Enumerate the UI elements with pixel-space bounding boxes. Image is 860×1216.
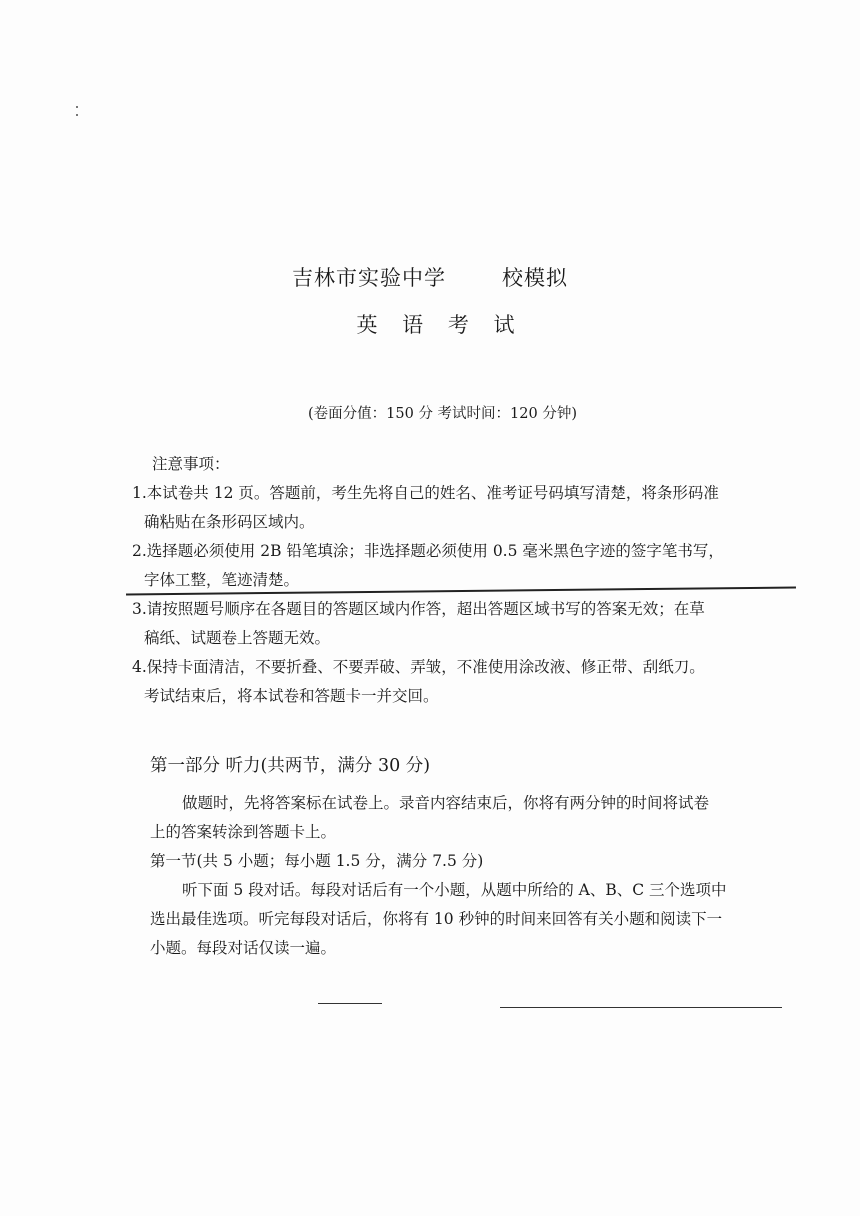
notes-block — [132, 450, 802, 711]
instruction-line: 听下面 5 段对话。每段对话后有一个小题，从题中所给的 A、B、C 三个选项中 — [182, 881, 727, 899]
part-heading: 第一部分 听力(共两节，满分 30 分) — [150, 756, 431, 776]
scan-speck — [76, 106, 78, 108]
school-title — [0, 262, 860, 292]
notes-heading: 注意事项： — [152, 455, 230, 473]
note-line: 2.选择题必须使用 2B 铅笔填涂；非选择题必须使用 0.5 毫米黑色字迹的签字笔书写， — [132, 542, 724, 560]
instruction-line: 选出最佳选项。听完每段对话后，你将有 10 秒钟的时间来回答有关小题和阅读下一 — [150, 910, 723, 928]
intro-line: 做题时，先将答案标在试卷上。录音内容结束后，你将有两分钟的时间将试卷 — [182, 794, 710, 812]
note-line: 3.请按照题号顺序在各题目的答题区域内作答，超出答题区域书写的答案无效；在草 — [132, 600, 705, 618]
listening-section — [150, 752, 800, 963]
scan-speck — [76, 114, 78, 116]
note-item — [132, 537, 802, 595]
note-line: 4.保持卡面清洁，不要折叠、不要弄破、弄皱，不准使用涂改液、修正带、刮纸刀。 — [132, 658, 705, 676]
school-name: 吉林市实验中学 — [292, 266, 446, 290]
note-item — [132, 595, 802, 653]
exam-title: 英 语 考 试 — [356, 313, 524, 337]
note-item — [132, 653, 802, 711]
instruction-line: 小题。每段对话仅读一遍。 — [150, 939, 337, 957]
exam-type: 校模拟 — [502, 266, 568, 290]
exam-meta: (卷面分值：150 分 考试时间：120 分钟) — [308, 406, 577, 422]
footer-rule — [318, 1003, 382, 1004]
note-line: 字体工整，笔迹清楚。 — [144, 571, 300, 589]
note-line: 1.本试卷共 12 页。答题前，考生先将自己的姓名、准考证号码填写清楚，将条形码准 — [132, 484, 719, 502]
note-line: 考试结束后，将本试卷和答题卡一并交回。 — [144, 687, 439, 705]
note-line: 确粘贴在条形码区域内。 — [144, 513, 315, 531]
intro-line: 上的答案转涂到答题卡上。 — [150, 823, 337, 841]
note-line: 稿纸、试题卷上答题无效。 — [144, 629, 331, 647]
footer-rule — [500, 1007, 782, 1008]
sub-heading: 第一节(共 5 小题；每小题 1.5 分，满分 7.5 分) — [150, 852, 484, 870]
note-item — [132, 479, 802, 537]
